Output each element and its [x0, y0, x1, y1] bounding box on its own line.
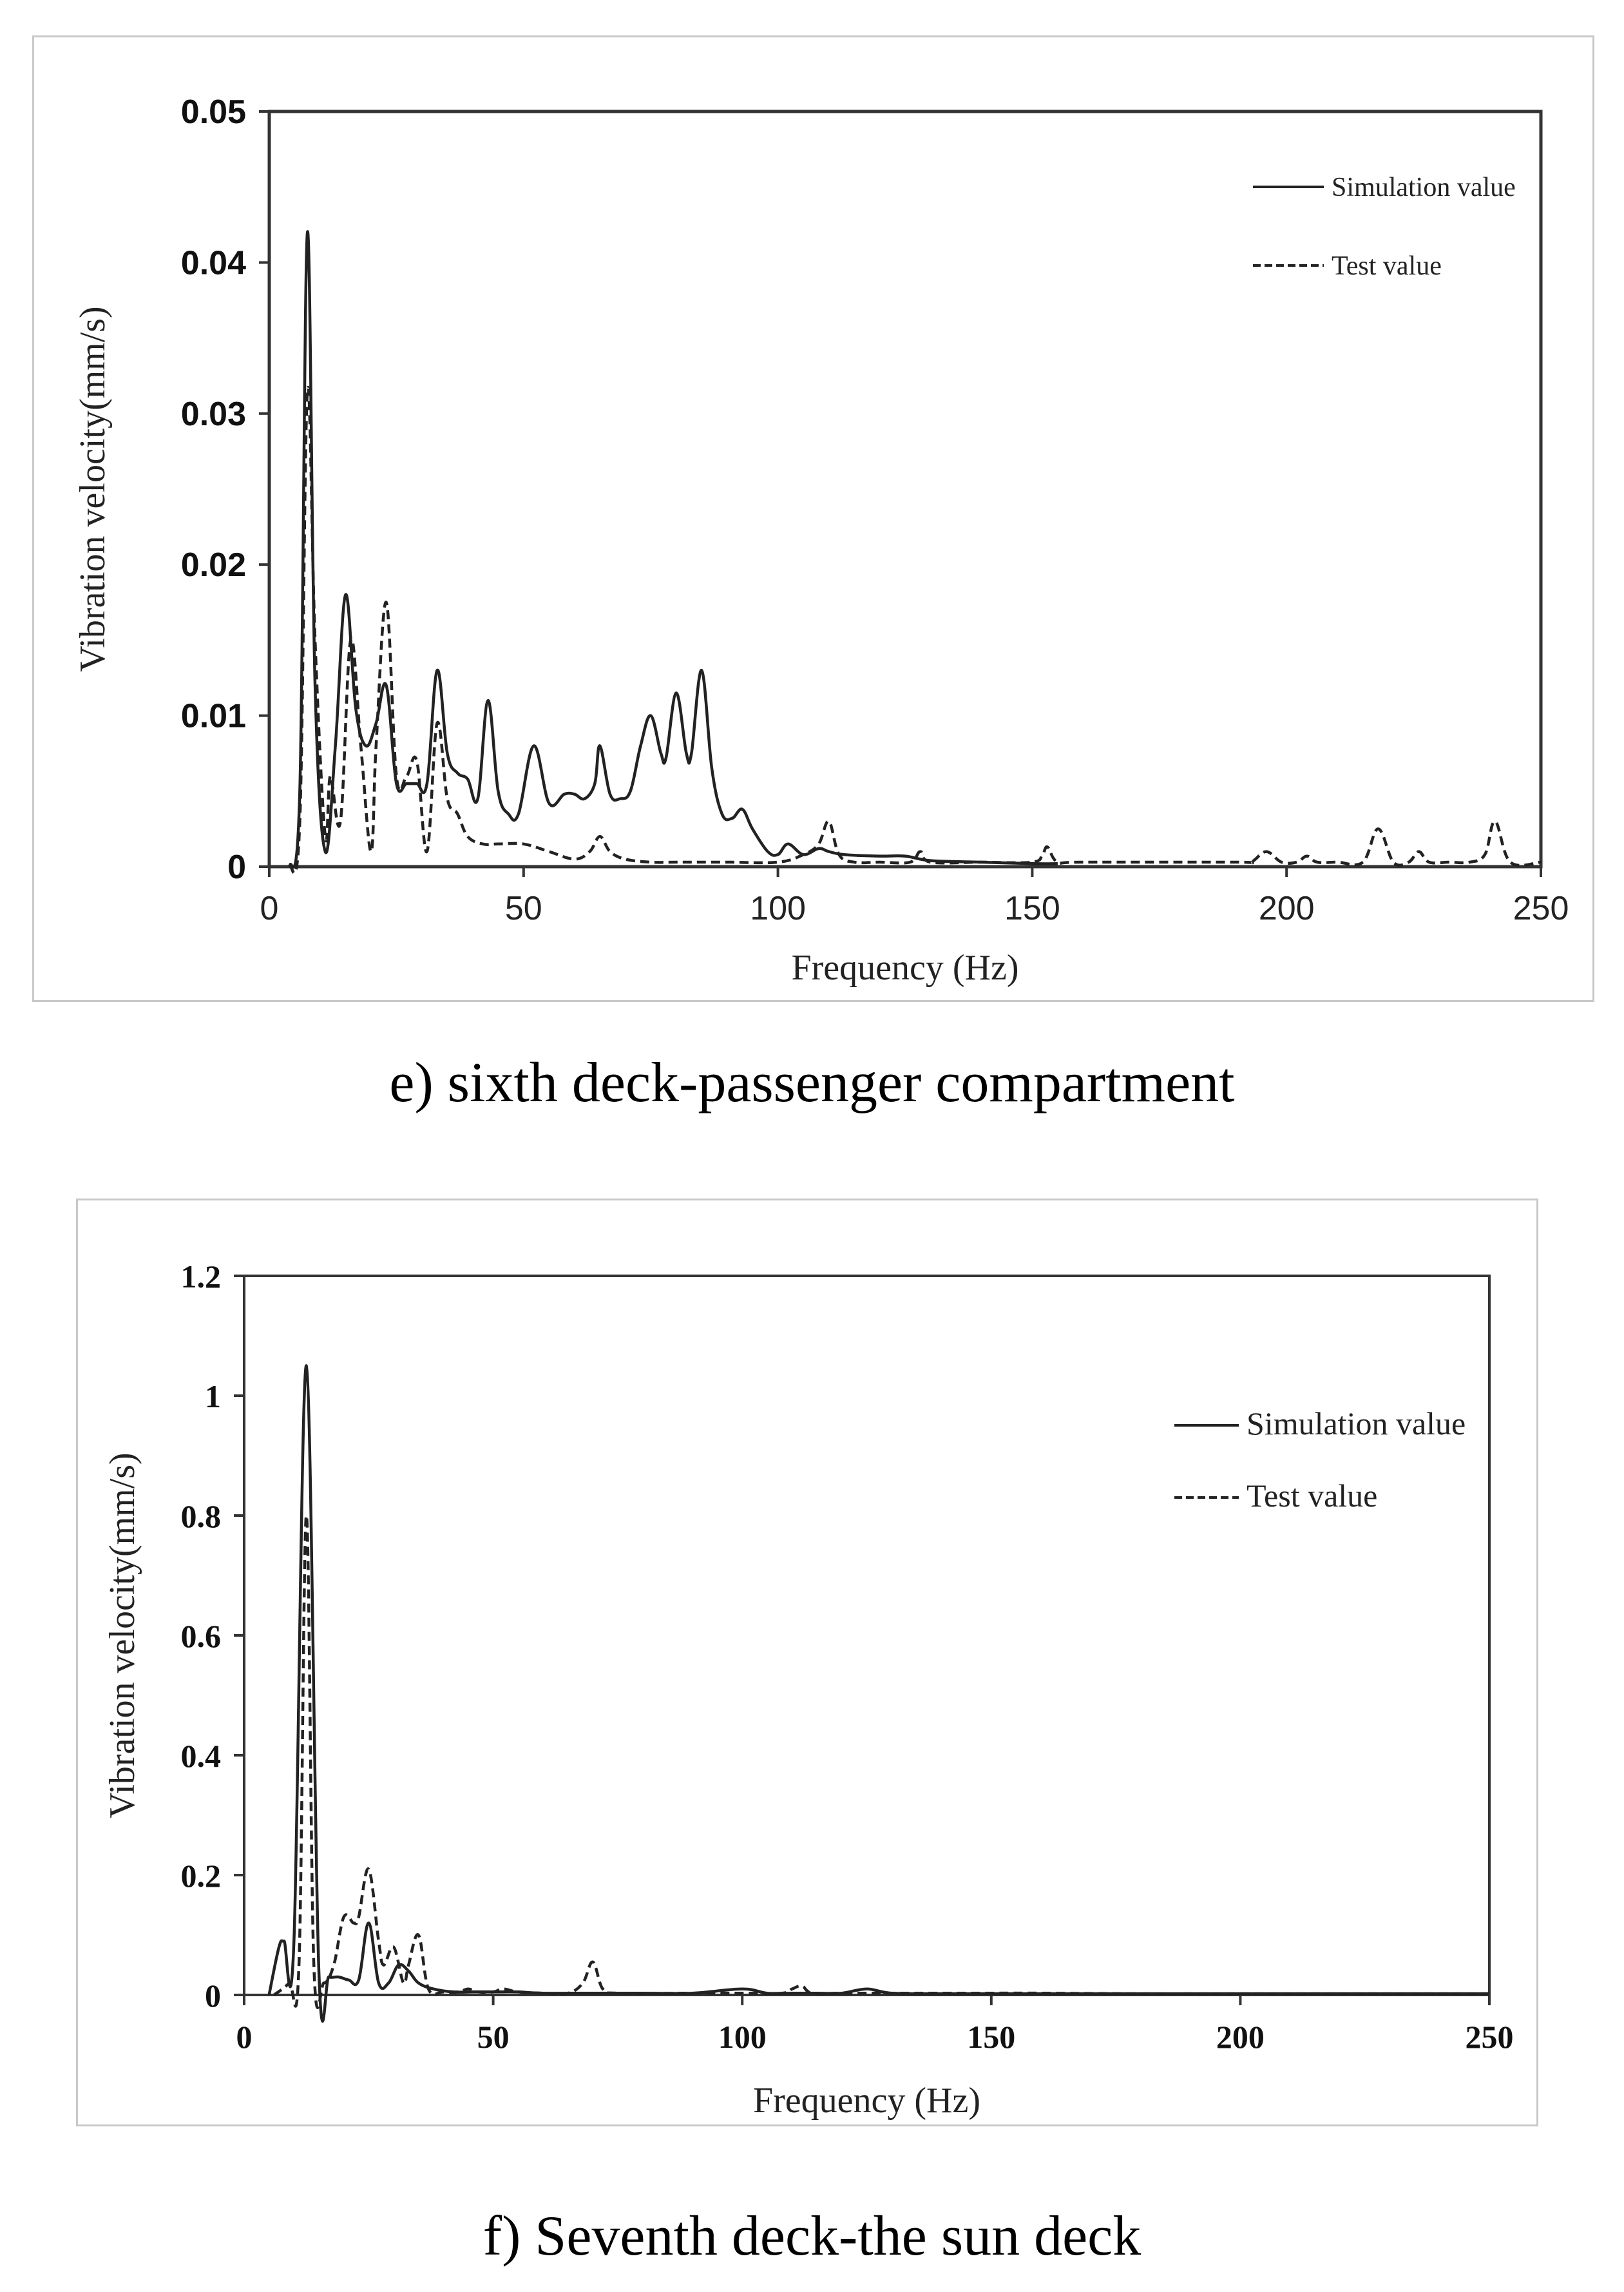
chart-e-x-axis-title: Frequency (Hz)	[791, 948, 1019, 988]
chart-e-y-tick-label: 0.01	[180, 697, 246, 735]
chart-f-y-tick-label: 0.4	[180, 1738, 221, 1774]
chart-f-y-tick-label: 0.2	[180, 1858, 221, 1894]
chart-e-x-tick-label: 100	[750, 890, 806, 927]
chart-f-y-tick-label: 1	[205, 1378, 221, 1414]
chart-e-legend-label: Test value	[1332, 251, 1442, 281]
chart-e-y-tick-label: 0.03	[180, 395, 246, 433]
chart-e-x-tick-label: 150	[1004, 890, 1060, 927]
chart-f-y-tick-label: 0.8	[180, 1498, 221, 1534]
chart-e-x-tick-label: 0	[260, 890, 279, 927]
chart-f-y-tick-label: 0	[205, 1978, 221, 2014]
chart-f-y-tick-label: 0.6	[180, 1618, 221, 1654]
chart-f-plot-area	[244, 1276, 1489, 1995]
chart-f-x-tick-label: 100	[718, 2019, 767, 2055]
chart-e-x-tick-label: 200	[1258, 890, 1315, 927]
chart-f-x-tick-label: 200	[1216, 2019, 1265, 2055]
chart-f-x-tick-label: 150	[967, 2019, 1016, 2055]
chart-f-legend-label: Simulation value	[1247, 1405, 1466, 1441]
chart-e-y-tick-label: 0	[227, 849, 246, 886]
chart-e-x-tick-label: 50	[504, 890, 542, 927]
chart-e-x-tick-label: 250	[1513, 890, 1569, 927]
chart-f-x-tick-label: 0	[236, 2019, 253, 2055]
caption-f: f) Seventh deck-the sun deck	[482, 2205, 1142, 2268]
chart-f-series-test-value-line	[274, 1516, 1489, 2008]
chart-f-y-tick-label: 1.2	[180, 1258, 221, 1295]
chart-f-x-tick-label: 50	[477, 2019, 510, 2055]
chart-e-y-tick-label: 0.02	[180, 546, 246, 584]
chart-e-y-tick-label: 0.04	[180, 244, 246, 282]
chart-f-legend-label: Test value	[1247, 1478, 1378, 1514]
chart-f-series-simulation-value-line	[269, 1365, 1489, 2021]
chart-f-x-axis-title: Frequency (Hz)	[753, 2081, 980, 2121]
chart-e-legend-label: Simulation value	[1332, 173, 1516, 202]
chart-e-y-axis-title: Vibration velocity(mm/s)	[73, 306, 113, 672]
chart-e-y-tick-label: 0.05	[180, 93, 246, 131]
caption-e: e) sixth deck-passenger compartment	[389, 1052, 1235, 1114]
chart-f-x-tick-label: 250	[1465, 2019, 1514, 2055]
chart-f-y-axis-title: Vibration velocity(mm/s)	[102, 1452, 142, 1818]
